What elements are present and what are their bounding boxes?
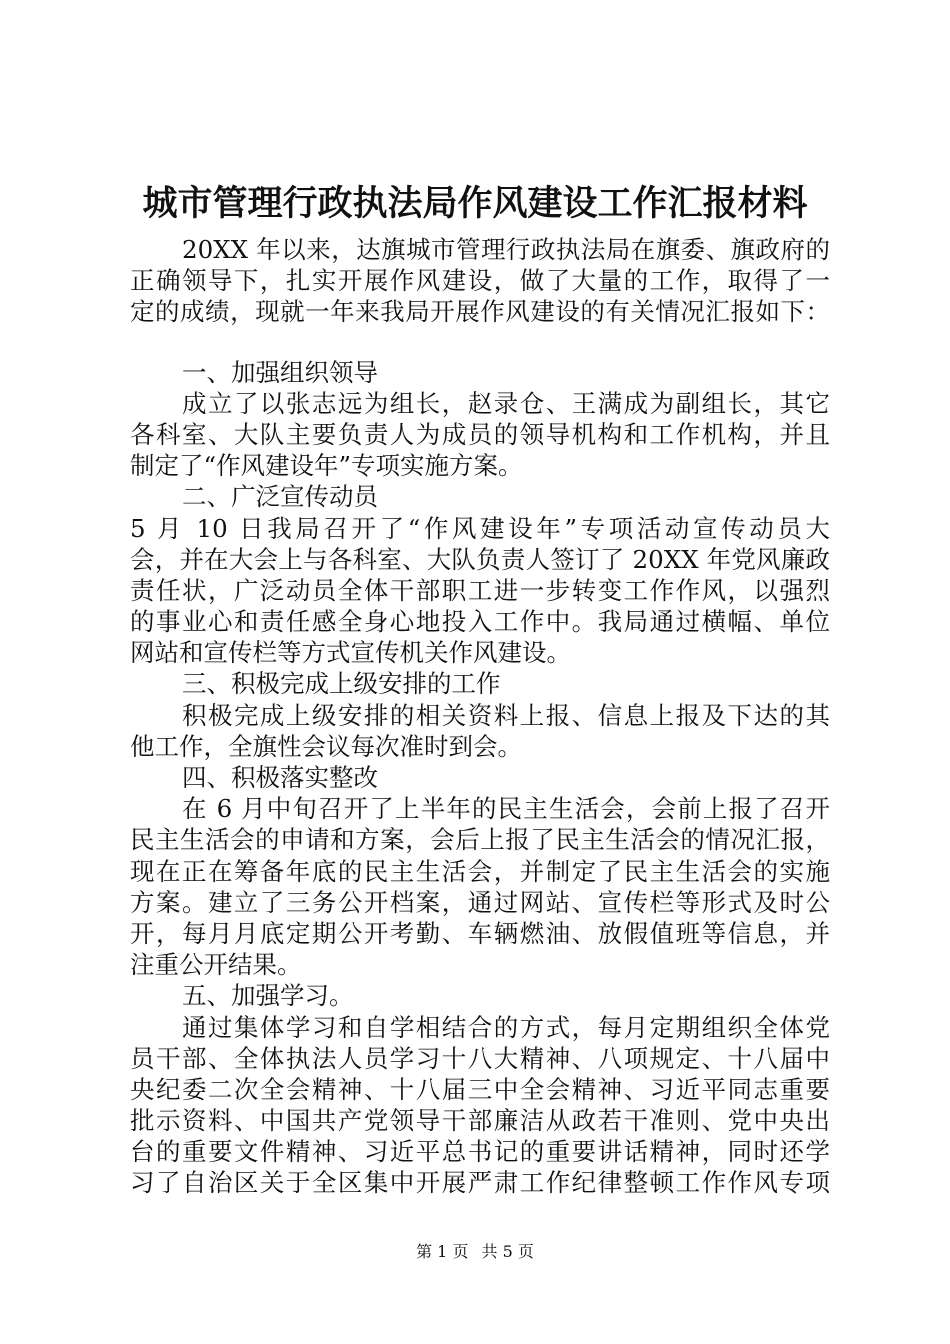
section-heading: 四、积极落实整改	[182, 763, 378, 792]
section-line: 在 6 月中旬召开了上半年的民主生活会，会前上报了召开	[182, 794, 830, 824]
section-line: 员干部、全体执法人员学习十八大精神、八项规定、十八届中	[130, 1043, 830, 1073]
intro-line: 定的成绩，现就一年来我局开展作风建设的有关情况汇报如下：	[130, 297, 830, 327]
section-line: 开，每月月底定期公开考勤、车辆燃油、放假值班等信息，并	[130, 918, 830, 948]
document-body	[130, 234, 830, 1199]
section-line: 注重公开结果。	[130, 950, 302, 980]
section-line: 民主生活会的申请和方案，会后上报了民主生活会的情况汇报，	[130, 825, 830, 855]
section-line: 积极完成上级安排的相关资料上报、信息上报及下达的其	[182, 700, 830, 730]
section-line: 会，并在大会上与各科室、大队负责人签订了 20XX 年党风廉政	[130, 544, 830, 574]
section-line: 的事业心和责任感全身心地投入工作中。我局通过横幅、单位	[130, 607, 830, 637]
section-line: 网站和宣传栏等方式宣传机关作风建设。	[130, 638, 571, 668]
section-line: 批示资料、中国共产党领导干部廉洁从政若干准则、党中央出	[130, 1106, 830, 1136]
page-count: 共 5 页	[481, 1242, 534, 1261]
section-line: 成立了以张志远为组长，赵录仓、王满成为副组长，其它	[182, 388, 830, 418]
intro-line: 20XX 年以来，达旗城市管理行政执法局在旗委、旗政府的	[182, 235, 830, 264]
section-line: 责任状，广泛动员全体干部职工进一步转变工作作风，以强烈	[130, 575, 830, 605]
section-line: 5 月 10 日我局召开了“作风建设年”专项活动宣传动员大	[130, 513, 830, 543]
section-line: 现在正在筹备年底的民主生活会，并制定了民主生活会的实施	[130, 856, 830, 886]
section-heading: 一、加强组织领导	[182, 357, 378, 387]
section-line: 他工作，全旗性会议每次准时到会。	[130, 731, 522, 761]
document-title: 城市管理行政执法局作风建设工作汇报材料	[142, 183, 808, 224]
section-heading: 三、积极完成上级安排的工作	[182, 669, 501, 699]
section-line: 方案。建立了三务公开档案，通过网站、宣传栏等形式及时公	[130, 887, 830, 917]
section-heading: 五、加强学习。	[182, 981, 354, 1011]
paragraph-gap	[130, 328, 830, 357]
section-line: 央纪委二次全会精神、十八届三中全会精神、习近平同志重要	[130, 1074, 830, 1104]
section-line: 制定了“作风建设年”专项实施方案。	[130, 451, 523, 481]
section-line: 习了自治区关于全区集中开展严肃工作纪律整顿工作作风专项	[130, 1168, 830, 1198]
page-footer	[0, 1240, 950, 1264]
intro-line: 正确领导下，扎实开展作风建设，做了大量的工作，取得了一	[130, 266, 830, 296]
section-line: 台的重要文件精神、习近平总书记的重要讲话精神，同时还学	[130, 1137, 830, 1167]
section-heading: 二、广泛宣传动员	[182, 482, 378, 512]
page-number: 第 1 页	[416, 1242, 469, 1261]
section-line: 各科室、大队主要负责人为成员的领导机构和工作机构，并且	[130, 419, 830, 449]
section-line: 通过集体学习和自学相结合的方式，每月定期组织全体党	[182, 1012, 830, 1042]
